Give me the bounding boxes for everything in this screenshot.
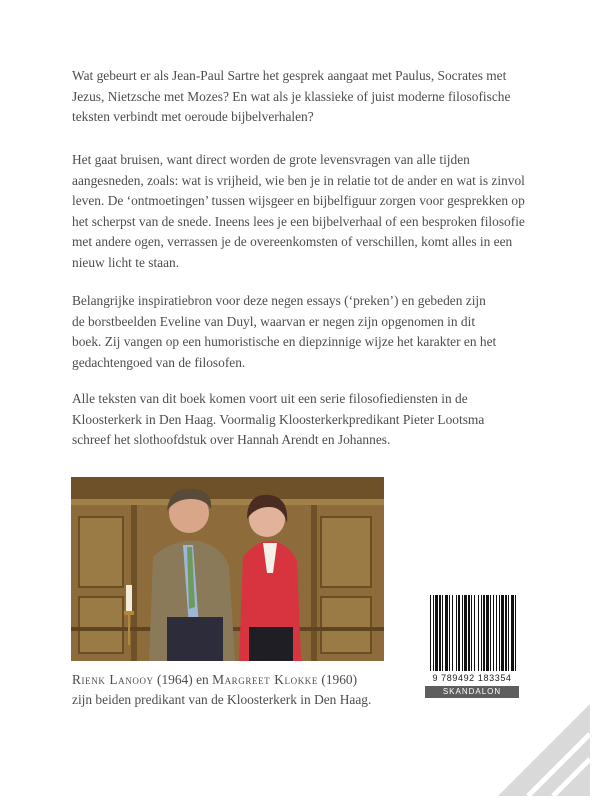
blurb-line: aangesneden, zoals: wat is vrijheid, wie ben je in relatie tot de ander en wat is zinvol — [72, 172, 525, 188]
author-name-2: Margreet Klokke — [212, 672, 318, 687]
blurb-line: nieuw licht te staan. — [72, 254, 180, 270]
barcode-bar — [486, 595, 489, 671]
barcode-bar — [481, 595, 482, 671]
blurb-line: teksten verbindt met oeroude bijbelverhalen? — [72, 109, 314, 124]
blurb-line: Alle teksten van dit boek komen voort uit een serie filosofiediensten in de — [72, 391, 468, 406]
barcode-bar — [508, 595, 509, 671]
barcode-bar — [439, 595, 441, 671]
blurb-line: schreef het slothoofdstuk over Hannah Arendt en Johannes. — [72, 432, 391, 447]
corner-watermark-icon — [498, 704, 590, 796]
blurb-line: Het gaat bruisen, want direct worden de grote levensvragen van alle tijden — [72, 152, 470, 167]
author-year-2: (1960) — [321, 672, 358, 687]
barcode-bar — [449, 595, 450, 671]
caption-line-authors — [72, 670, 412, 690]
barcode-bar — [496, 595, 497, 671]
barcode-bar — [474, 595, 475, 671]
blurb-line: het scherpst van de snede. Ineens lees je een bijbelverhaal of een besproken filosofie — [72, 213, 525, 229]
blurb-line: de borstbeelden Eveline van Duyl, waarvan er negen zijn opgenomen in dit — [72, 313, 476, 329]
barcode-bar — [468, 595, 470, 671]
barcode-bars — [428, 593, 518, 673]
caption-line-2: zijn beiden predikant van de Kloosterkerk in Den Haag. — [72, 692, 372, 707]
barcode-bar — [458, 595, 460, 671]
blurb-paragraph-3 — [72, 291, 542, 373]
author-caption — [72, 670, 412, 710]
caption-connector: en — [196, 672, 209, 687]
blurb-line: Wat gebeurt er als Jean-Paul Sartre het gesprek aangaat met Paulus, Socrates met — [72, 68, 507, 83]
blurb-paragraph-1 — [72, 66, 542, 128]
barcode-bar — [505, 595, 507, 671]
barcode-bar — [501, 595, 504, 671]
author-name-1: Rienk Lanooy — [72, 672, 154, 687]
isbn-barcode — [424, 593, 520, 685]
barcode-bar — [433, 595, 434, 671]
barcode-bar — [462, 595, 463, 671]
barcode-bar — [478, 595, 479, 671]
blurb-line: met andere ogen, verrassen je de overeenkomsten of verschillen, komt alles in een — [72, 234, 513, 249]
blurb-line: Kloosterkerk in Den Haag. Voormalig Kloosterkerkpredikant Pieter Lootsma — [72, 411, 485, 427]
barcode-bar — [515, 595, 516, 671]
barcode-bar — [430, 595, 431, 671]
author-photo — [71, 477, 384, 661]
barcode-bar — [483, 595, 485, 671]
publisher-logo: SKANDALON — [425, 686, 519, 698]
barcode-bar — [499, 595, 500, 671]
barcode-bar — [445, 595, 448, 671]
barcode-bar — [452, 595, 453, 671]
blurb-paragraph-2 — [72, 150, 542, 273]
barcode-bar — [456, 595, 457, 671]
blurb-line: boek. Zij vangen op een humoristische en diepzinnige wijze het karakter en het — [72, 334, 497, 349]
blurb-line: leven. De ‘ontmoetingen’ tussen wijsgeer en bijbelfiguur zorgen voor gesprekken op — [72, 193, 525, 208]
barcode-bar — [511, 595, 514, 671]
author-year-1: (1964) — [157, 672, 193, 687]
barcode-bar — [471, 595, 472, 671]
barcode-bar — [435, 595, 438, 671]
barcode-bar — [490, 595, 491, 671]
barcode-bar — [464, 595, 467, 671]
barcode-bar — [493, 595, 494, 671]
blurb-line: gedachtengoed van de filosofen. — [72, 354, 246, 370]
barcode-bar — [442, 595, 443, 671]
isbn-number: 9 789492 183354 — [432, 673, 512, 683]
blurb-line: Belangrijke inspiratiebron voor deze negen essays (‘preken’) en gebeden zijn — [72, 293, 486, 308]
blurb-paragraph-4 — [72, 389, 542, 451]
blurb-line: Jezus, Nietzsche met Mozes? En wat als je klassieke of juist moderne filosofische — [72, 88, 511, 104]
